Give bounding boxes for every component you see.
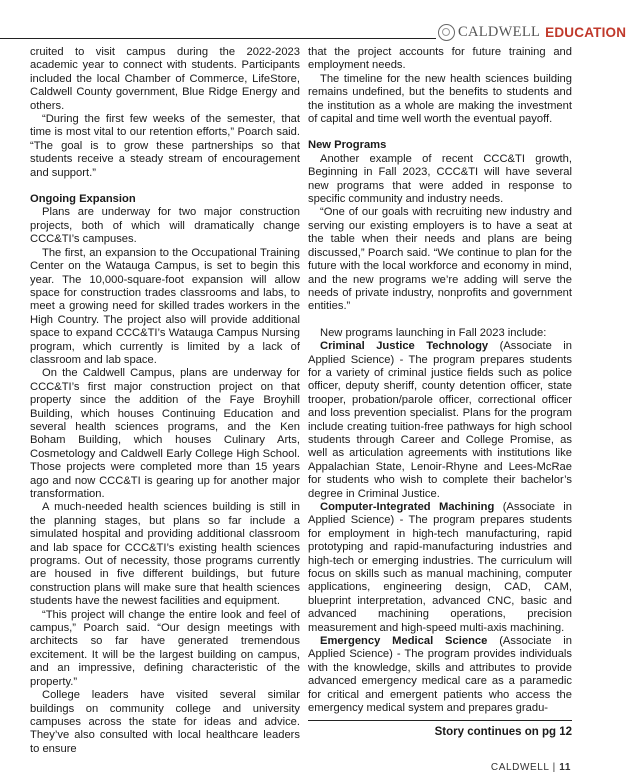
paragraph: cruited to visit campus during the 2022-2023 academic year to connect with students. Participants included the local Chamber of Commerce, LifeStore, Caldwell County government, Blue Ridge Energy and others.: [30, 46, 300, 112]
paragraph: “This project will change the entire look and feel of campus,” Poarch said. “Our design meetings with architects so far have generated tremendous excitement. It will be the largest building on campus, and an impressive, defining characteristic of the property.”: [30, 608, 300, 688]
right-column: [308, 46, 572, 716]
paragraph: “One of our goals with recruiting new industry and serving our existing employers is to have a seat at the table when their needs and plans are being discussed,” Poarch said. “We continue to plan for the future with the local workforce and economy in mind, and the new programs we’re adding will serve the needs of private industry, nonprofits and government entities.”: [308, 206, 572, 313]
header-rule: [0, 38, 436, 39]
paragraph: On the Caldwell Campus, plans are underway for CCC&TI’s first major construction project on that property since the addition of the Faye Broyhill Building, which houses Continuing Education and several health sciences programs, and the Ken Boham Building, which houses Culinary Arts, Cosmetology and Caldwell Early College High School. Those projects were completed more than 15 years ago and now CCC&TI is gearing up for another major transformation.: [30, 367, 300, 500]
program-entry: [308, 635, 572, 715]
paragraph: “During the first few weeks of the semester, that time is most vital to our retention efforts,” Poarch said. “The goal is to grow these partnerships so that students receive a steady stream of encouragement and support.”: [30, 113, 300, 179]
section-heading-ongoing-expansion: Ongoing Expansion: [30, 193, 136, 206]
program-entry: [308, 340, 572, 501]
paragraph: A much-needed health sciences building is still in the planning stages, but plans so far include a simulated hospital and providing additional classroom and lab space for CCC&TI’s existing health sciences programs. Out of necessity, those programs currently are housed in five different buildings, but future construction plans will make sure that health sciences students have the newest facilities and equipment.: [30, 501, 300, 608]
paragraph: Another example of recent CCC&TI growth, Beginning in Fall 2023, CCC&TI will have several new programs that were added in response to specific community and industry needs.: [308, 152, 572, 206]
page-footer: [491, 762, 571, 773]
spacer: [308, 126, 572, 139]
paragraph: that the project accounts for future training and employment needs.: [308, 46, 572, 72]
logo-name: CALDWELL: [458, 24, 541, 40]
spacer: [30, 180, 300, 193]
program-name: Computer-Integrated Machining: [320, 501, 495, 513]
page-number: 11: [559, 762, 571, 773]
paragraph: The timeline for the new health sciences building remains undefined, but the benefits to students and the institution as a whole are making the investment of capital and time well worth the eventual payoff.: [308, 72, 572, 126]
program-name: Criminal Justice Technology: [320, 340, 489, 353]
paragraph: College leaders have visited several similar buildings on community college and university campuses across the state for ideas and advice. They’ve also consulted with local healthcare leaders to ensure: [30, 689, 300, 755]
paragraph: New programs launching in Fall 2023 include:: [320, 326, 547, 339]
footer-separator: |: [552, 762, 556, 773]
logo-accent: EDUCATION: [545, 25, 626, 40]
left-column: [30, 46, 300, 756]
program-description: (Associate in Applied Science) - The program prepares students for employment in high-tech manufacturing, rapid prototyping and rapid-manufacturing industries and high-tech or emerging industries. The curriculum will focus on skills such as manual machining, computer applications, engineering design, CAD, CAM, blueprint interpretation, advanced CNC, basic and advanced machining operations, precision measurement and high-speed multi-axis machining.: [308, 501, 573, 634]
spacer: [308, 314, 572, 327]
program-description: (Associate in Applied Science) - The program prepares students for a variety of criminal justice fields such as police officer, deputy sheriff, county detention officer, state trooper, probation/parole officer, correctional officer and loss prevention specialist. Plans for the program include creating tuition-free pathways for high school students through Career and College Promise, as well as articulation agreements with institutions like Appalachian State, Lenoir-Rhyne and Lees-McRae for students who wish to complete their bachelor’s degree in Criminal Justice.: [308, 340, 573, 500]
story-continues-note: Story continues on pg 12: [434, 726, 572, 738]
section-heading-new-programs: New Programs: [308, 139, 387, 152]
footer-publication: CALDWELL: [490, 762, 550, 773]
program-description: (Associate in Applied Science) - The program provides individuals with the knowledge, skills and attributes to provide advanced emergency medical care as a paramedic for critical and emergent patients who access the emergency medical system and prepares gradu-: [308, 635, 572, 715]
paragraph: Plans are underway for two major construction projects, both of which will dramatically change CCC&TI’s campuses.: [30, 206, 300, 246]
caldwell-education-logo: [438, 24, 626, 41]
paragraph: The first, an expansion to the Occupational Training Center on the Watauga Campus, is set to begin this year. The 10,000-square-foot expansion will allow space for construction trades classrooms and labs, to meet a growing need for skilled trades workers in the High Country. The project also will provide additional space to expand CCC&TI’s Watauga Campus Nursing program, which currently is limited by a lack of classroom and lab space.: [30, 246, 300, 366]
college-seal-icon: [438, 24, 455, 41]
program-entry: [308, 501, 572, 635]
continue-rule: [308, 720, 572, 721]
program-name: Emergency Medical Science: [320, 635, 488, 648]
